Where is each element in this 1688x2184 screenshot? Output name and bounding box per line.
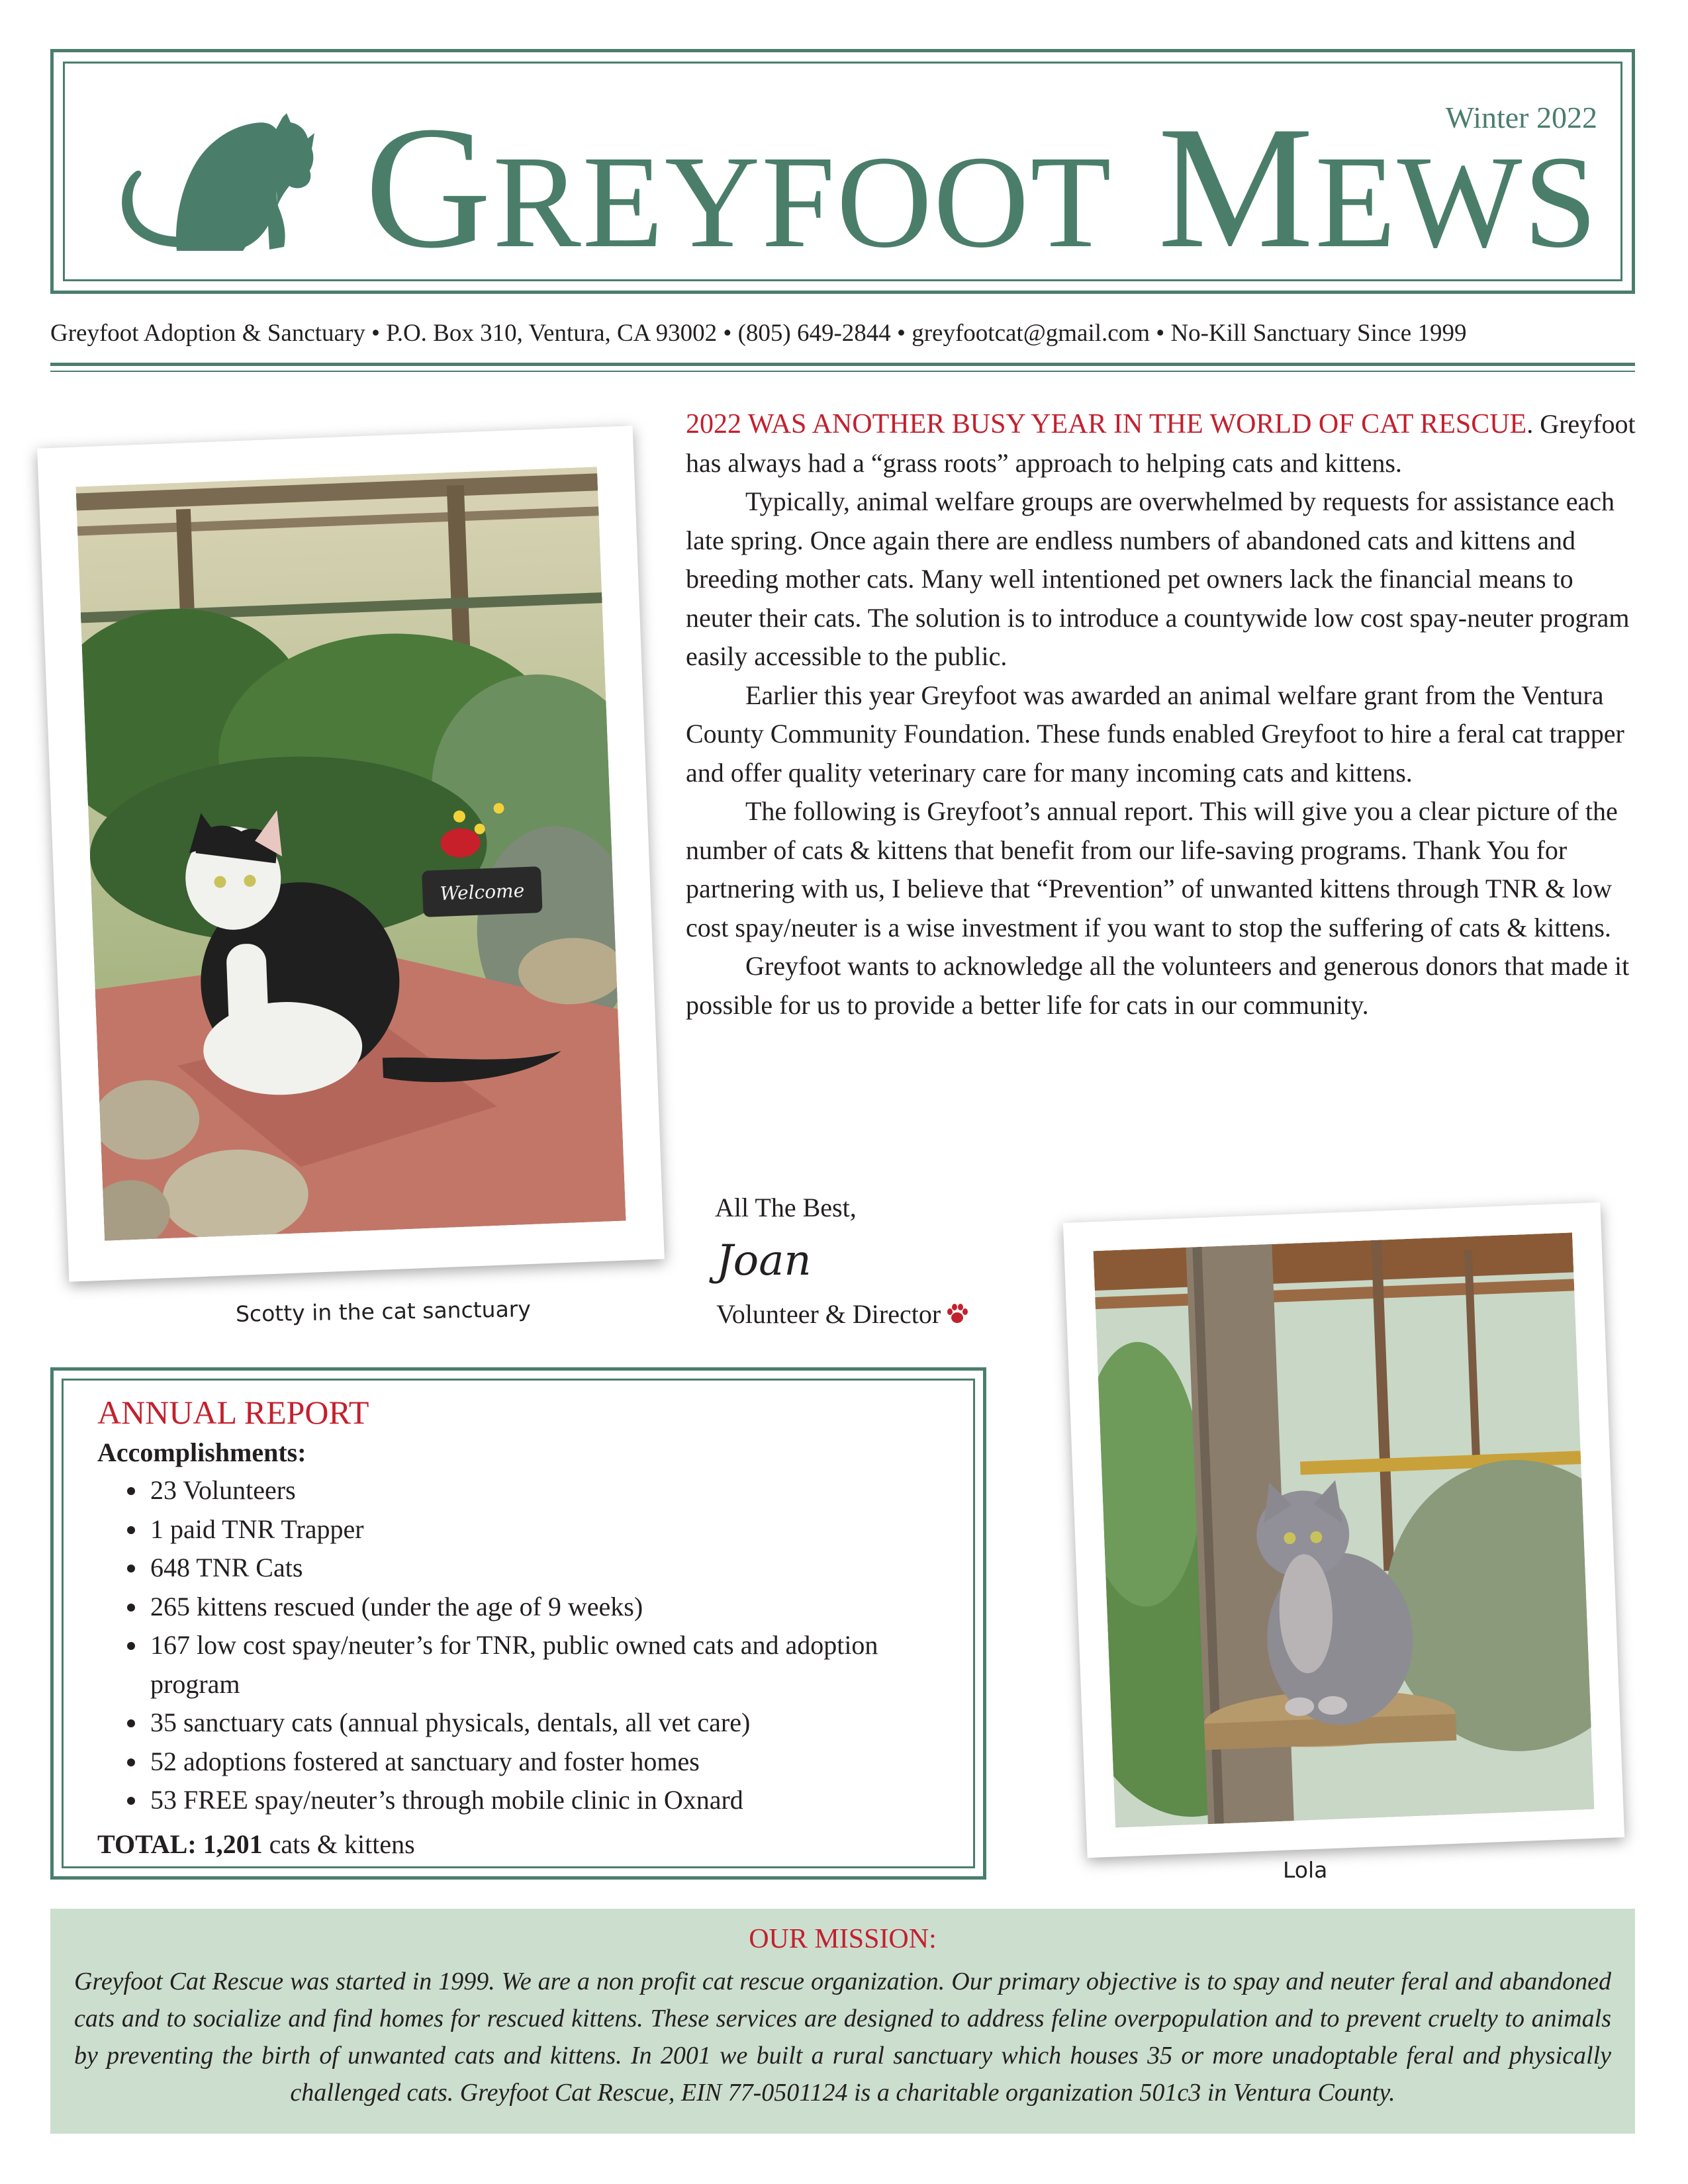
photo-scotty xyxy=(37,426,665,1282)
masthead xyxy=(50,49,1635,294)
signer-role: Volunteer & Director xyxy=(716,1298,968,1330)
article-lead-paragraph xyxy=(686,405,1639,482)
newsletter-title: GREYFOOT MEWS xyxy=(365,91,1599,285)
divider-thick xyxy=(50,363,1635,366)
welcome-sign-text: Welcome xyxy=(439,879,525,905)
list-item: • 35 sanctuary cats (annual physicals, dentals, all vet care) xyxy=(148,1704,902,1743)
list-item: • 53 FREE spay/neuter’s through mobile clinic in Oxnard xyxy=(148,1781,902,1820)
article-headline: 2022 WAS ANOTHER BUSY YEAR IN THE WORLD OF CAT RESCUE xyxy=(686,409,1527,439)
mission-box xyxy=(50,1909,1635,2134)
cat-silhouette-icon xyxy=(113,93,352,255)
list-item: • 265 kittens rescued (under the age of 9 weeks) xyxy=(148,1588,902,1627)
list-item: • 52 adoptions fostered at sanctuary and foster homes xyxy=(148,1743,902,1782)
mission-title: OUR MISSION: xyxy=(749,1924,937,1954)
annual-report-total: TOTAL: 1,201 cats & kittens xyxy=(97,1829,415,1859)
article-paragraph: Typically, animal welfare groups are overwhelmed by requests for assistance each late spring. Once again there are endless numbers of abandoned cats and kittens and breeding mother cats. Many well intentioned pet owners lack the financial means to neuter their cats. The solution is to introduce a countywide low cost spay-neuter program easily accessible to the public. xyxy=(686,486,1630,671)
list-item: • 167 low cost spay/neuter’s for TNR, public owned cats and adoption program xyxy=(148,1626,902,1704)
contact-line: Greyfoot Adoption & Sanctuary • P.O. Box 310, Ventura, CA 93002 • (805) 649-2844 • greyfootcat@gmail.com • No-Kill Sanctuary Since 1999 xyxy=(50,320,1467,347)
article-paragraph: Greyfoot wants to acknowledge all the volunteers and generous donors that made it possible for us to provide a better life for cats in our community. xyxy=(686,951,1630,1020)
closing-line: All The Best, xyxy=(715,1193,857,1222)
list-item: • 23 Volunteers xyxy=(148,1471,902,1510)
photo-lola-image xyxy=(1094,1232,1595,1827)
accomplishments-list xyxy=(121,1471,902,1820)
photo-caption-lola: Lola xyxy=(1283,1857,1328,1883)
mission-text: Greyfoot Cat Rescue was started in 1999. We are a non profit cat rescue organization. Our primary objective is to spay and neuter feral and abandoned cats and to socialize and find homes for rescued kittens. These services are designed to address feline overpopulation and to prevent cruelty to animals by preventing the birth of unwanted cats and kittens. In 2001 we built a rural sanctuary which houses 35 or more unadoptable feral and physically challenged cats. Greyfoot Cat Rescue, EIN 77-0501124 is a charitable organization 501c3 in Ventura County. xyxy=(74,1968,1611,2107)
article-lead-text: . Greyfoot has always had a “grass roots” approach to helping cats and kittens. xyxy=(686,409,1636,478)
divider-thin xyxy=(50,371,1635,372)
photo-caption-scotty: Scotty in the cat sanctuary xyxy=(235,1296,532,1327)
annual-report-subtitle: Accomplishments: xyxy=(97,1437,306,1467)
article-paragraph: Earlier this year Greyfoot was awarded an animal welfare grant from the Ventura County Community Foundation. These funds enabled Greyfoot to hire a feral cat trapper and offer quality veterinary care for many incoming cats and kittens. xyxy=(686,680,1624,788)
edition-label: Winter 2022 xyxy=(1445,101,1597,134)
photo-lola xyxy=(1063,1203,1624,1858)
paw-print-icon xyxy=(946,1303,968,1324)
article-body xyxy=(686,405,1639,1024)
signature: Joan xyxy=(716,1236,812,1285)
annual-report-box xyxy=(50,1367,986,1880)
photo-scotty-image xyxy=(75,467,626,1240)
annual-report-title: ANNUAL REPORT xyxy=(97,1394,369,1431)
list-item: • 648 TNR Cats xyxy=(148,1549,902,1588)
list-item: • 1 paid TNR Trapper xyxy=(148,1510,902,1549)
article-paragraph: The following is Greyfoot’s annual report. This will give you a clear picture of the number of cats & kittens that benefit from our life-saving programs. Thank You for partnering with us, I believe that “Prevention” of unwanted kittens through TNR & low cost spay/neuter is a wise investment if you want to stop the suffering of cats & kittens. xyxy=(686,796,1618,942)
